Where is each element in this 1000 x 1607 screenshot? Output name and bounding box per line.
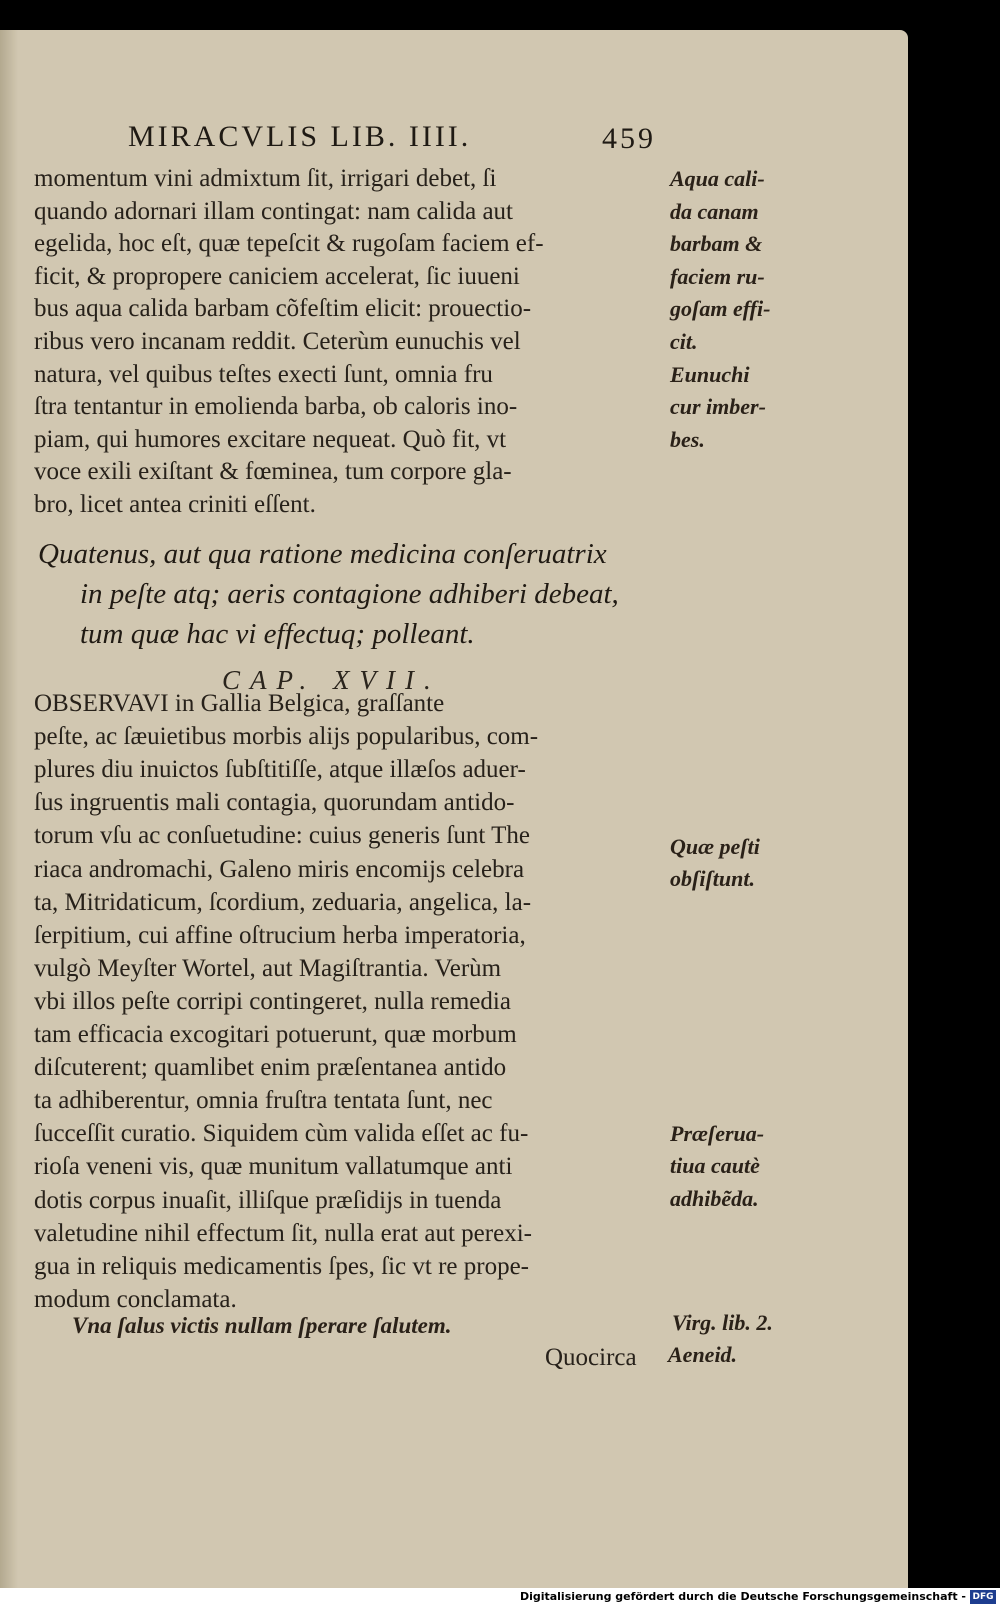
body-line: ta adhiberentur, omnia fruſtra tentata ſunt, nec xyxy=(34,1087,493,1115)
margin-note: Eunuchi xyxy=(670,361,750,387)
body-line: ſucceſſit curatio. Siquidem cùm valida eſſet ac fu- xyxy=(34,1120,529,1148)
margin-note: Præſerua- xyxy=(670,1121,765,1146)
body-line: riaca andromachi, Galeno miris encomijs celebra xyxy=(34,855,525,883)
body-line: ſerpitium, cui affine oſtrucium herba imperatoria, xyxy=(34,921,526,949)
margin-note: Aqua cali- xyxy=(670,166,765,191)
body-line: vulgò Meyſter Wortel, aut Magiſtrantia. Verùm xyxy=(34,954,502,982)
body-line: diſcuterent; quamlibet enim præſentanea antido xyxy=(34,1054,507,1082)
body-line: momentum vini admixtum ſit, irrigari debet, ſi xyxy=(34,165,497,192)
body-line: bro, licet antea criniti eſſent. xyxy=(34,491,316,518)
margin-note: da canam xyxy=(670,198,759,224)
margin-note: tiua cautè xyxy=(670,1153,760,1178)
margin-note: goſam effi- xyxy=(670,296,771,322)
body-line: tam efficacia excogitari potuerunt, quæ morbum xyxy=(34,1021,517,1048)
body-line: rioſa veneni vis, quæ munitum vallatumque anti xyxy=(34,1153,513,1181)
body-line: valetudine nihil effectum ſit, nulla erat aut perexi- xyxy=(34,1219,532,1247)
margin-note: adhibẽda. xyxy=(670,1186,759,1211)
body-line: egelida, hoc eſt, quæ tepeſcit & rugoſam faciem ef- xyxy=(34,230,544,258)
body-line: modum conclamata. xyxy=(34,1285,237,1313)
page-number: 459 xyxy=(602,122,656,155)
chapter-title-line: in peſte atq; aeris contagione adhiberi debeat, xyxy=(80,578,619,610)
margin-note: cur imber- xyxy=(670,394,766,420)
body-line: dotis corpus inuaſit, illiſque præſidijs in tuenda xyxy=(34,1186,502,1214)
body-line: ribus vero incanam reddit. Ceterùm eunuchis vel xyxy=(34,328,521,355)
body-line: plures diu inuictos ſubſtitiſſe, atque illæſos aduer- xyxy=(34,756,526,784)
body-line: ſtra tentantur in emolienda barba, ob caloris ino- xyxy=(34,393,518,421)
body-line: piam, qui humores excitare nequeat. Quò fit, vt xyxy=(34,425,507,453)
body-line: vbi illos peſte corripi contingeret, nulla remedia xyxy=(34,987,511,1015)
margin-note: Virg. lib. 2. xyxy=(672,1310,773,1335)
footer-bar xyxy=(0,1588,1000,1607)
margin-note: Quæ peſti xyxy=(670,834,760,859)
body-line: natura, vel quibus teſtes execti ſunt, omnia fru xyxy=(34,360,493,388)
chapter-title-line: tum quæ hac vi effectuq; polleant. xyxy=(80,618,475,650)
margin-note: bes. xyxy=(670,426,705,452)
body-line: ta, Mitridaticum, ſcordium, zeduaria, angelica, la- xyxy=(34,888,532,916)
body-line: peſte, ac ſæuietibus morbis alijs popularibus, com- xyxy=(34,723,539,751)
body-line: bus aqua calida barbam cõfeſtim elicit: prouectio- xyxy=(34,295,532,323)
body-line: ficit, & propropere caniciem accelerat, ſic iuueni xyxy=(34,262,520,290)
verse-quotation: Vna ſalus victis nullam ſperare ſalutem. xyxy=(72,1313,452,1338)
footer-credit: Digitalisierung gefördert durch die Deutsche Forschungsgemeinschaft - xyxy=(519,1590,966,1603)
catchword: Quocirca xyxy=(545,1344,637,1371)
body-line: voce exili exiſtant & fœminea, tum corpore gla- xyxy=(34,458,512,486)
margin-note: obſiſtunt. xyxy=(670,866,755,891)
body-line: torum vſu ac conſuetudine: cuius generis ſunt The xyxy=(34,822,530,850)
running-title: MIRACVLIS LIB. IIII. xyxy=(128,120,472,153)
margin-note: barbam & xyxy=(670,231,763,257)
margin-note: cit. xyxy=(670,329,698,354)
body-line: ſus ingruentis mali contagia, quorundam antido- xyxy=(34,789,515,817)
margin-note: Aeneid. xyxy=(668,1342,738,1367)
body-line: gua in reliquis medicamentis ſpes, ſic vt re prope- xyxy=(34,1252,529,1280)
dfg-logo: DFG xyxy=(970,1590,996,1604)
body-line: quando adornari illam contingat: nam calida aut xyxy=(34,197,514,225)
body-line: OBSERVAVI in Gallia Belgica, graſſante xyxy=(34,690,445,717)
margin-note: faciem ru- xyxy=(670,263,765,289)
chapter-number: CAP. XVII. xyxy=(222,665,441,695)
chapter-title-line: Quatenus, aut qua ratione medicina conſeruatrix xyxy=(38,538,607,570)
